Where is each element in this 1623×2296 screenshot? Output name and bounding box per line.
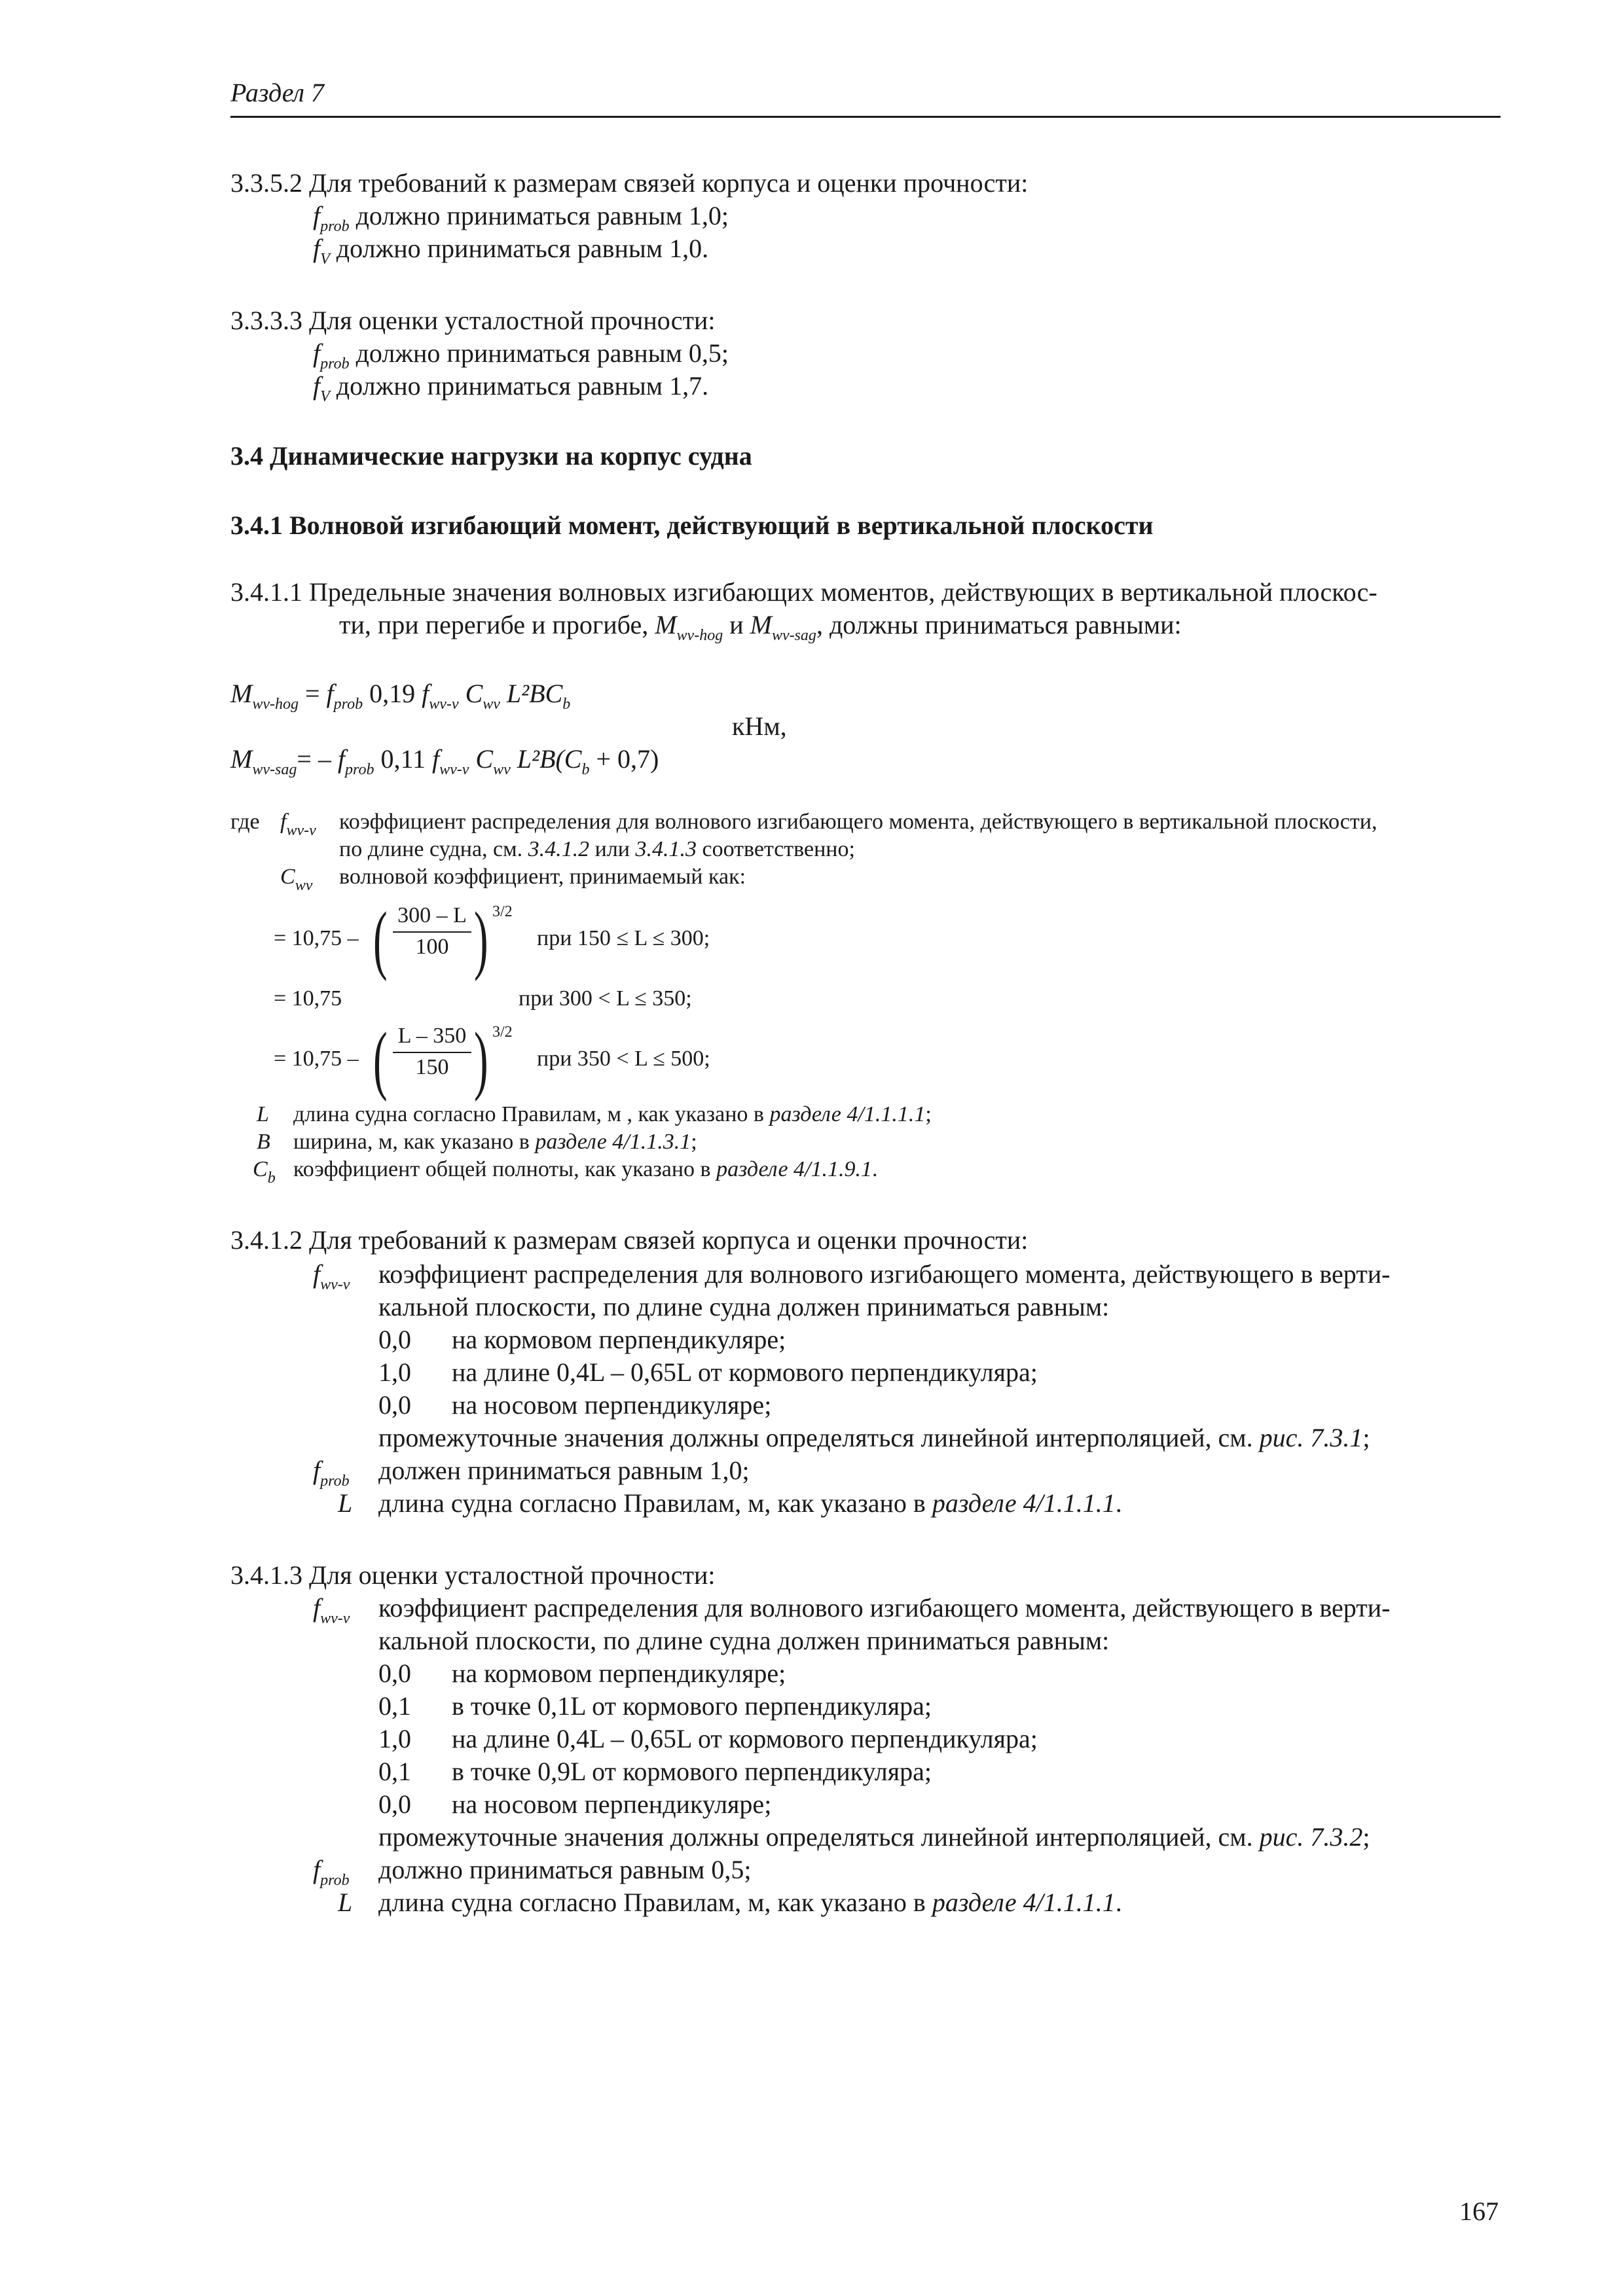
where-fwvv-symbol: $f_{wv-v}$ — [280, 810, 316, 839]
para-3352-line1: $f_{prob}$ должно приниматься равным 1,0; — [313, 201, 729, 235]
para-3352-lead: 3.3.5.2 Для требований к размерам связей корпуса и оценки прочности: — [230, 168, 1029, 198]
cwv-case3-lhs: = 10,75 – — [274, 1047, 359, 1071]
para-3413-row-text: в точке 0,1L от кормового перпендикуляра; — [452, 1691, 932, 1721]
formula-unit: кНм, — [732, 711, 787, 741]
para-3413-L-desc: длина судна согласно Правилам, м, как указано в разделе 4/1.1.1.1. — [378, 1888, 1122, 1917]
where-Cb-desc: коэффициент общей полноты, как указано в разделе 4/1.1.9.1. — [293, 1157, 878, 1181]
para-3413-row-text: на длине 0,4L – 0,65L от кормового перпендикуляра; — [452, 1724, 1038, 1753]
heading-3-4: 3.4 Динамические нагрузки на корпус судна — [230, 441, 752, 471]
header-rule — [230, 116, 1501, 118]
page-number: 167 — [1459, 2197, 1499, 2226]
where-cwv-symbol: $C_{wv}$ — [280, 865, 313, 894]
para-3412-row-val: 0,0 — [378, 1390, 411, 1420]
cwv-case3-cond: при 350 < L ≤ 500; — [537, 1047, 710, 1071]
para-3413-fwvv-desc1: коэффициент распределения для волнового изгибающего момента, действующего в верти- — [378, 1593, 1391, 1623]
cwv-case1-fraction — [393, 902, 471, 961]
cwv-case3-power: 3/2 — [492, 1024, 513, 1041]
para-3411-line2: ти, при перегибе и прогибе, $M_{wv-hog}$ и $M_{wv-sag}$, должны приниматься равными: — [339, 610, 1182, 644]
para-3413-fwvv-desc2: кальной плоскости, по длине судна должен приниматься равным: — [378, 1626, 1110, 1655]
para-3413-L-symbol: L — [338, 1888, 353, 1917]
cwv-case3-rparen: ) — [474, 1016, 488, 1102]
para-3411-line1: 3.4.1.1 Предельные значения волновых изгибающих моментов, действующих в вертикальной плоскос- — [230, 577, 1377, 607]
para-3413-row-text: в точке 0,9L от кормового перпендикуляра; — [452, 1757, 932, 1786]
cwv-case2-cond: при 300 < L ≤ 350; — [519, 986, 692, 1011]
para-3413-row-text: на носовом перпендикуляре; — [452, 1789, 772, 1819]
para-3412-L-symbol: L — [338, 1488, 353, 1518]
where-fwvv-desc: коэффициент распределения для волнового изгибающего момента, действующего в вертикальной плоскости, — [339, 810, 1377, 834]
para-3413-lead: 3.4.1.3 Для оценки усталостной прочности: — [230, 1560, 716, 1590]
para-3412-row-text: на носовом перпендикуляре; — [452, 1390, 772, 1420]
cwv-case1-lparen: ( — [373, 896, 388, 982]
para-3412-fprob-symbol: $f_{prob}$ — [313, 1456, 350, 1490]
para-3413-fprob-desc: должно приниматься равным 0,5; — [378, 1855, 752, 1884]
para-3412-row-val: 1,0 — [378, 1357, 411, 1387]
formula-msag: $M_{wv-sag}= - f_{prob}$ 0,11 $f_{wv-v}$ $C_{wv}$ $L^2B(C_b + 0,7)$ — [230, 744, 659, 778]
cwv-case3-fraction — [393, 1022, 471, 1081]
running-header: Раздел 7 — [230, 78, 324, 107]
para-3412-fwvv-desc1: коэффициент распределения для волнового изгибающего момента, действующего в верти- — [378, 1259, 1391, 1289]
fraction-bar — [393, 1052, 471, 1053]
cwv-case1-numerator: 300 – L — [397, 903, 467, 927]
para-3333-line1: $f_{prob}$ должно приниматься равным 0,5; — [313, 338, 729, 372]
para-3412-fprob-desc: должен приниматься равным 1,0; — [378, 1456, 750, 1485]
para-3413-row-val: 0,0 — [378, 1789, 411, 1819]
formula-mhog: $M_{wv-hog} = f_{prob}$ 0,19 $f_{wv-v}$ $C_{wv}$ $L^2BC_b$ — [230, 679, 571, 713]
para-3413-fwvv-symbol: $f_{wv-v}$ — [313, 1593, 350, 1627]
cwv-case1-lhs: = 10,75 – — [274, 926, 359, 950]
where-label: где — [230, 810, 260, 834]
para-3412-fwvv-desc2: кальной плоскости, по длине судна должен приниматься равным: — [378, 1292, 1110, 1321]
para-3333-line2: $f_V$ должно приниматься равным 1,7. — [313, 371, 709, 405]
cwv-case3-numerator: L – 350 — [397, 1024, 467, 1048]
cwv-case1-denominator: 100 — [415, 935, 449, 959]
where-fwvv-desc2: по длине судна, см. 3.4.1.2 или 3.4.1.3 соответственно; — [339, 837, 855, 861]
where-L-desc: длина судна согласно Правилам, м , как указано в разделе 4/1.1.1.1; — [293, 1102, 932, 1126]
para-3413-fprob-symbol: $f_{prob}$ — [313, 1855, 350, 1889]
heading-3-4-1: 3.4.1 Волновой изгибающий момент, действующий в вертикальной плоскости — [230, 511, 1154, 540]
where-B-desc: ширина, м, как указано в разделе 4/1.1.3.1; — [293, 1130, 697, 1154]
cwv-case1-rparen: ) — [474, 896, 488, 982]
where-Cb-symbol: $C_b$ — [253, 1157, 276, 1187]
para-3412-fwvv-symbol: $f_{wv-v}$ — [313, 1259, 350, 1293]
para-3413-row-val: 0,1 — [378, 1691, 411, 1721]
cwv-case1-cond: при 150 ≤ L ≤ 300; — [537, 926, 710, 950]
fraction-bar — [393, 931, 471, 933]
para-3412-row-text: на длине 0,4L – 0,65L от кормового перпендикуляра; — [452, 1357, 1038, 1387]
where-B-symbol: B — [257, 1130, 270, 1154]
para-3413-interp: промежуточные значения должны определяться линейной интерполяцией, см. рис. 7.3.2; — [378, 1822, 1370, 1852]
para-3333-lead: 3.3.3.3 Для оценки усталостной прочности: — [230, 306, 716, 335]
cwv-case3-lparen: ( — [373, 1016, 388, 1102]
para-3413-row-val: 0,1 — [378, 1757, 411, 1786]
para-3352-line2: $f_V$ должно приниматься равным 1,0. — [313, 234, 709, 268]
cwv-case1-power: 3/2 — [492, 903, 513, 920]
para-3412-lead: 3.4.1.2 Для требований к размерам связей корпуса и оценки прочности: — [230, 1225, 1029, 1255]
cwv-case3-denominator: 150 — [415, 1055, 449, 1079]
para-3412-row-val: 0,0 — [378, 1325, 411, 1354]
where-cwv-desc: волновой коэффициент, принимаемый как: — [339, 865, 746, 889]
para-3412-row-text: на кормовом перпендикуляре; — [452, 1325, 786, 1354]
para-3413-row-val: 1,0 — [378, 1724, 411, 1753]
para-3412-L-desc: длина судна согласно Правилам, м, как указано в разделе 4/1.1.1.1. — [378, 1488, 1122, 1518]
cwv-case2-lhs: = 10,75 — [274, 986, 342, 1011]
where-L-symbol: L — [257, 1102, 269, 1126]
para-3413-row-val: 0,0 — [378, 1659, 411, 1688]
para-3412-interp: промежуточные значения должны определяться линейной интерполяцией, см. рис. 7.3.1; — [378, 1423, 1370, 1452]
para-3413-row-text: на кормовом перпендикуляре; — [452, 1659, 786, 1688]
